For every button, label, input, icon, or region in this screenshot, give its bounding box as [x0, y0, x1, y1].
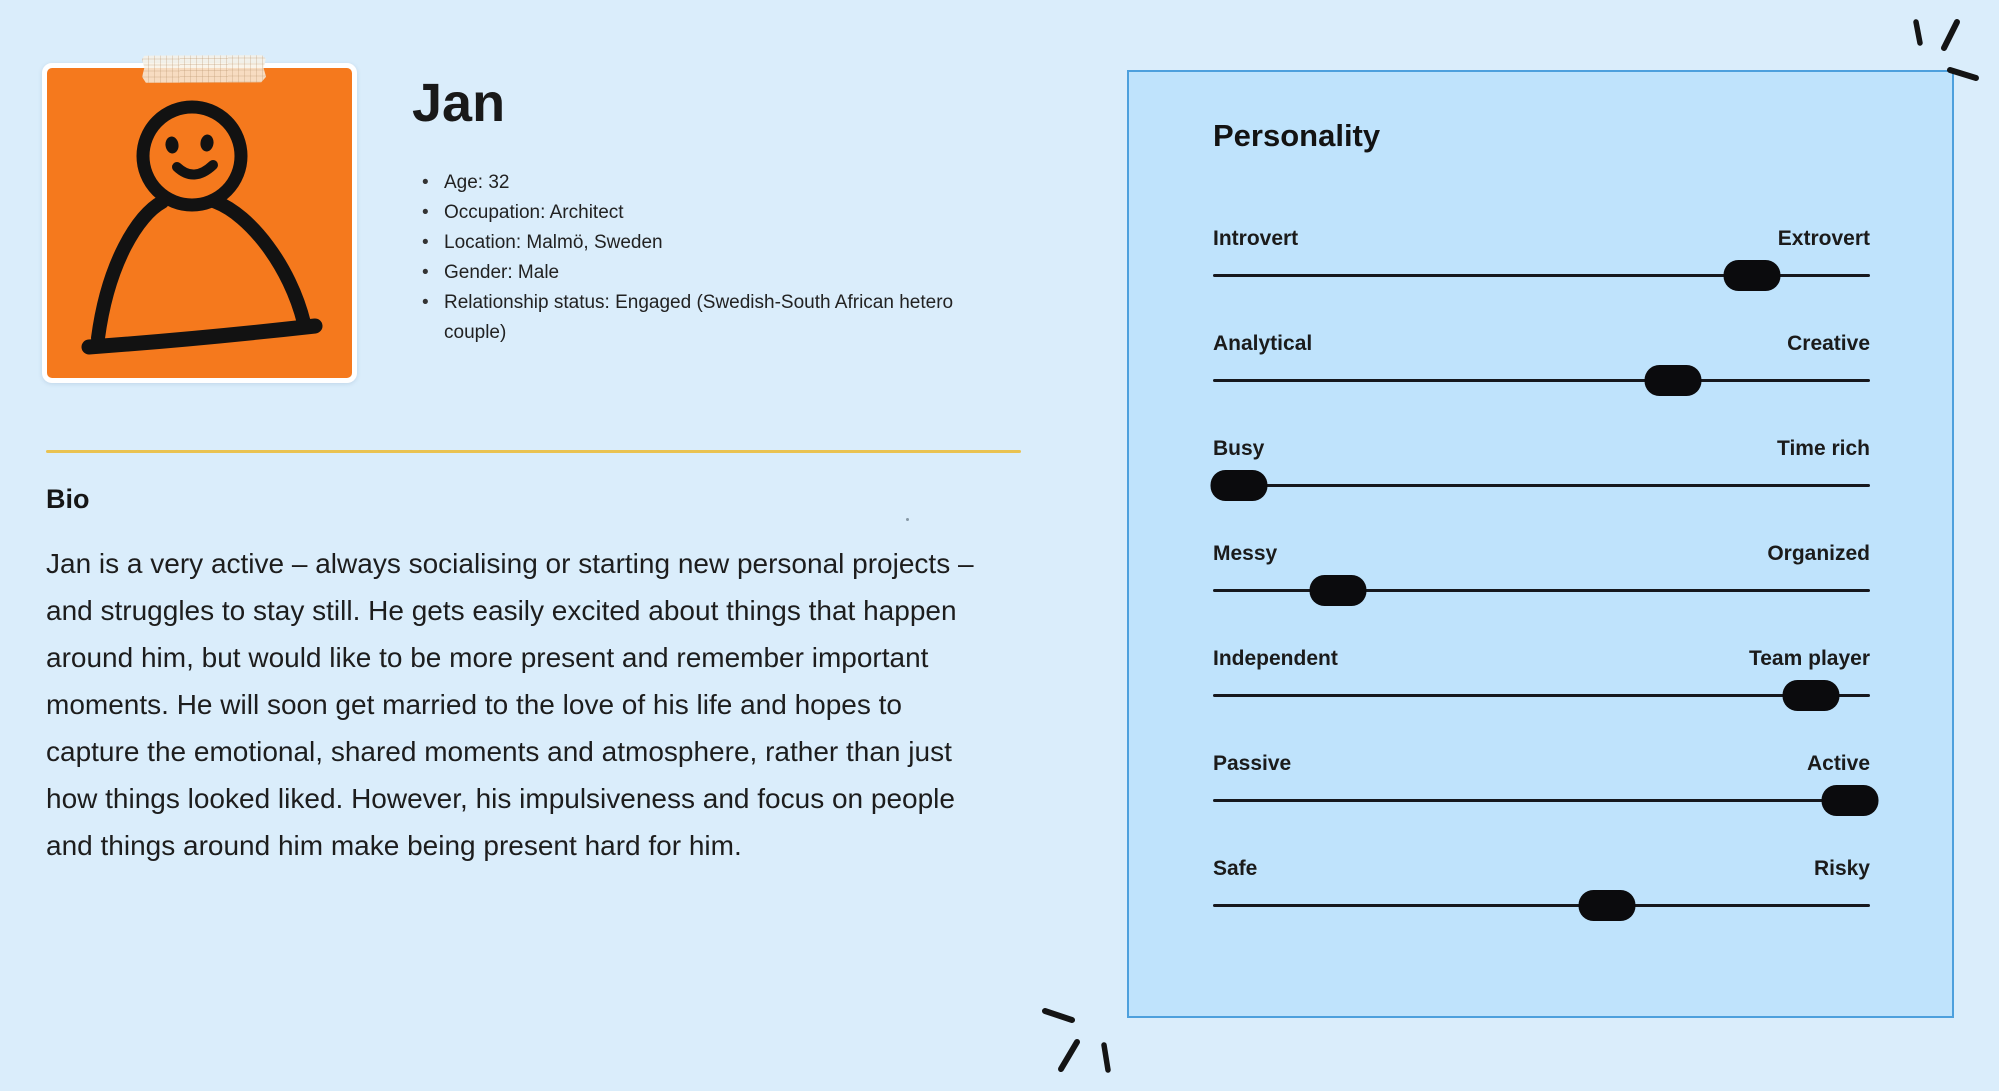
- slider-left-label: Introvert: [1213, 227, 1299, 250]
- bio-heading: Bio: [46, 484, 90, 514]
- slider-right-label: Active: [1806, 752, 1870, 775]
- slider-left-label: Safe: [1213, 857, 1258, 880]
- slider-passive-active: [1213, 751, 1870, 856]
- sparkle-marks-icon: [1035, 1000, 1125, 1085]
- detail-location: • Location: Malmö, Sweden: [418, 228, 963, 258]
- slider-right-label: Creative: [1787, 332, 1870, 355]
- washi-tape: [142, 54, 266, 83]
- slider-track: [1213, 379, 1870, 382]
- slider-knob[interactable]: [1211, 470, 1268, 501]
- section-divider: [46, 450, 1021, 453]
- slider-knob[interactable]: [1644, 365, 1701, 396]
- avatar: [42, 63, 357, 383]
- slider-safe-risky: [1213, 856, 1870, 961]
- detail-relationship: • Relationship status: Engaged (Swedish-South African hetero couple): [418, 288, 963, 348]
- slider-knob[interactable]: [1782, 680, 1839, 711]
- person-doodle-icon: [47, 68, 352, 378]
- detail-gender: • Gender: Male: [418, 258, 963, 288]
- slider-independent-teamplayer: [1213, 646, 1870, 751]
- slider-track: [1213, 799, 1870, 802]
- slider-right-label: Team player: [1748, 647, 1870, 670]
- slider-knob[interactable]: [1579, 890, 1636, 921]
- slider-track: [1213, 694, 1870, 697]
- detail-age: • Age: 32: [418, 168, 963, 198]
- slider-busy-timerich: [1213, 436, 1870, 541]
- sparkle-marks-icon: [1900, 10, 1990, 95]
- slider-right-label: Organized: [1767, 542, 1870, 565]
- personality-title: Personality: [1213, 118, 1381, 153]
- slider-right-label: Risky: [1813, 857, 1870, 880]
- slider-track: [1213, 904, 1870, 907]
- ink-speck: [906, 518, 909, 521]
- slider-analytical-creative: [1213, 331, 1870, 436]
- personality-panel: [1127, 70, 1954, 1018]
- detail-occupation: • Occupation: Architect: [418, 198, 963, 228]
- slider-right-label: Extrovert: [1777, 227, 1870, 250]
- slider-left-label: Analytical: [1213, 332, 1313, 355]
- slider-left-label: Busy: [1213, 437, 1265, 460]
- slider-left-label: Passive: [1213, 752, 1292, 775]
- bio-text: Jan is a very active – always socialising or starting new personal projects – and struggles to stay still. He gets easily excited about things that happen around him, but would like to be more present and remember important moments. He will soon get married to the love of his life and hopes to capture the emotional, shared moments and atmosphere, rather than just how things looked liked. However, his impulsiveness and focus on people and things around him make being present hard for him.: [46, 548, 974, 861]
- persona-name: Jan: [412, 73, 506, 133]
- slider-knob[interactable]: [1822, 785, 1879, 816]
- persona-details-list: [418, 168, 963, 348]
- slider-track: [1213, 484, 1870, 487]
- slider-knob[interactable]: [1309, 575, 1366, 606]
- slider-right-label: Time rich: [1777, 437, 1870, 460]
- slider-introvert-extrovert: [1213, 226, 1870, 331]
- slider-left-label: Messy: [1213, 542, 1278, 565]
- slider-knob[interactable]: [1723, 260, 1780, 291]
- slider-left-label: Independent: [1213, 647, 1338, 670]
- slider-messy-organized: [1213, 541, 1870, 646]
